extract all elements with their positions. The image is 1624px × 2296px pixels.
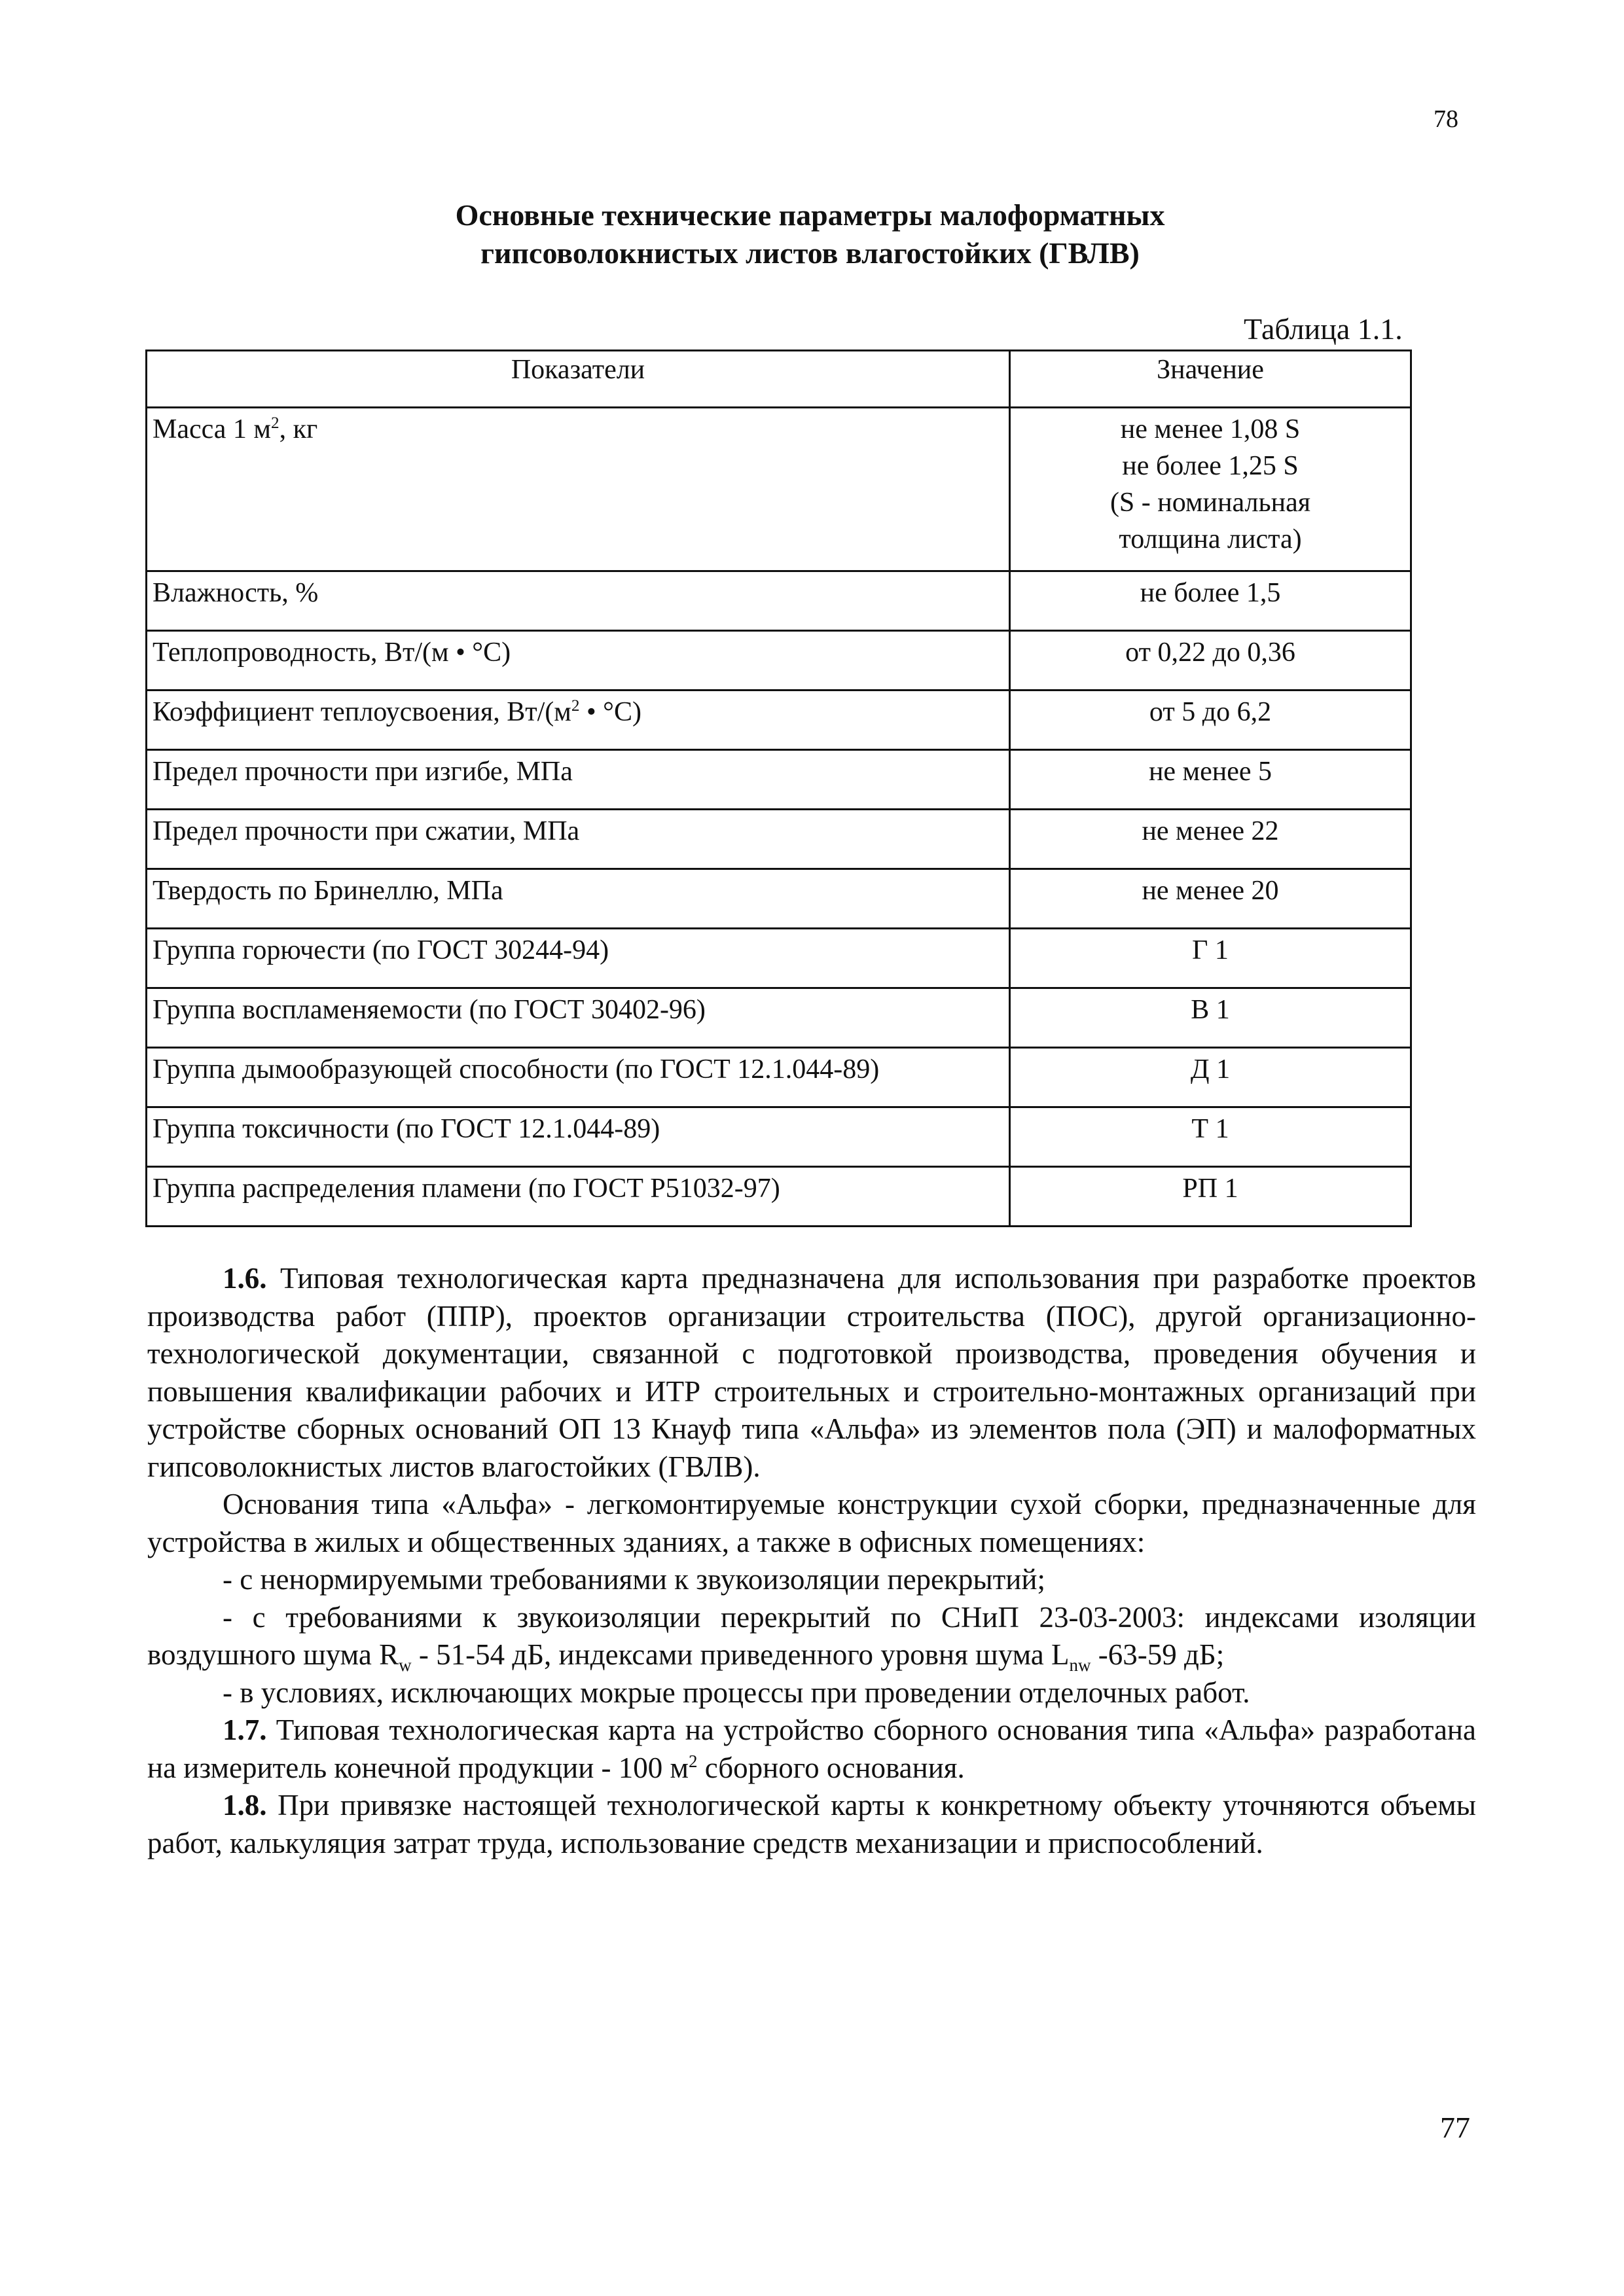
paragraph-1-7 xyxy=(147,1712,1476,1787)
table-row xyxy=(147,869,1411,929)
paragraph-text: Типовая технологическая карта предназначена для использования при разработке проектов производства работ (ППР), проектов организации строительства (ПОС), другой организационно-технологической документации, связанной с подготовкой производства, проведения обучения и повышения квалификации рабочих и ИТР строительных и строительно-монтажных организаций при устройстве сборных оснований ОП 13 Кнауф типа «Альфа» из элементов пола (ЭП) и малоформатных гипсоволокнистых листов влагостойких (ГВЛВ). xyxy=(147,1262,1476,1483)
paragraph-alpha-bases: Основания типа «Альфа» - легкомонтируемые конструкции сухой сборки, предназначенные для устройства в жилых и общественных зданиях, а также в офисных помещениях: xyxy=(147,1488,1476,1558)
indicator-cell xyxy=(147,691,1010,750)
indicator-cell: Группа воспламеняемости (по ГОСТ 30402-96) xyxy=(147,988,1010,1048)
paragraph-text-end: сборного основания. xyxy=(697,1751,965,1784)
list-item: - в условиях, исключающих мокрые процессы при проведении отделочных работ. xyxy=(223,1676,1250,1709)
indicator-cell: Группа распределения пламени (по ГОСТ Р51032-97) xyxy=(147,1167,1010,1227)
indicator-cell: Теплопроводность, Вт/(м • °С) xyxy=(147,631,1010,691)
indicator-text: Масса 1 м xyxy=(153,414,272,444)
value-cell: РП 1 xyxy=(1010,1167,1411,1227)
table-row xyxy=(147,750,1411,810)
value-cell: не менее 5 xyxy=(1010,750,1411,810)
title-line-2: гипсоволокнистых листов влагостойких (ГВЛВ) xyxy=(480,236,1140,270)
value-cell: Д 1 xyxy=(1010,1048,1411,1107)
indicator-cell: Предел прочности при сжатии, МПа xyxy=(147,810,1010,869)
value-cell: не менее 20 xyxy=(1010,869,1411,929)
value-line: не менее 1,08 S xyxy=(1120,414,1301,444)
page-title xyxy=(147,196,1473,272)
table-row xyxy=(147,810,1411,869)
indicator-cell xyxy=(147,408,1010,571)
paragraph-text: Типовая технологическая карта на устройство сборного основания типа «Альфа» разработана на измеритель конечной продукции - 100 м xyxy=(147,1713,1476,1784)
value-cell: от 5 до 6,2 xyxy=(1010,691,1411,750)
paragraph-1-6 xyxy=(147,1260,1476,1486)
superscript: 2 xyxy=(271,414,280,432)
table-row xyxy=(147,571,1411,631)
paragraph-1-8 xyxy=(147,1787,1476,1862)
parameters-table xyxy=(145,350,1412,1227)
header-indicators: Показатели xyxy=(147,351,1010,408)
value-cell: Т 1 xyxy=(1010,1107,1411,1167)
paragraph-number: 1.6. xyxy=(223,1262,267,1295)
indicator-cell: Влажность, % xyxy=(147,571,1010,631)
indicator-text-suffix: , кг xyxy=(279,414,318,444)
value-line: (S - номинальная xyxy=(1110,488,1311,518)
superscript: 2 xyxy=(571,697,580,715)
indicator-text-suffix: • °С) xyxy=(579,697,641,727)
table-caption: Таблица 1.1. xyxy=(1244,312,1403,346)
value-cell: не более 1,5 xyxy=(1010,571,1411,631)
value-cell xyxy=(1010,408,1411,571)
page-number-bottom: 77 xyxy=(1440,2111,1470,2144)
list-item-text-mid: - 51-54 дБ, индексами приведенного уровня шума L xyxy=(411,1638,1070,1671)
value-line: не более 1,25 S xyxy=(1122,451,1299,481)
body-text xyxy=(147,1260,1476,1862)
indicator-cell: Предел прочности при изгибе, МПа xyxy=(147,750,1010,810)
superscript: 2 xyxy=(689,1751,698,1771)
indicator-cell: Группа дымообразующей способности (по ГОСТ 12.1.044-89) xyxy=(147,1048,1010,1107)
indicator-text: Коэффициент теплоусвоения, Вт/(м xyxy=(153,697,571,727)
table-header-row xyxy=(147,351,1411,408)
table-row xyxy=(147,691,1411,750)
value-cell: не менее 22 xyxy=(1010,810,1411,869)
indicator-cell: Твердость по Бринеллю, МПа xyxy=(147,869,1010,929)
indicator-cell: Группа токсичности (по ГОСТ 12.1.044-89) xyxy=(147,1107,1010,1167)
table-row xyxy=(147,408,1411,571)
table-row xyxy=(147,929,1411,988)
list-item xyxy=(147,1599,1476,1674)
table-row xyxy=(147,631,1411,691)
value-cell: В 1 xyxy=(1010,988,1411,1048)
subscript: nw xyxy=(1069,1655,1091,1675)
list-item-text-end: -63-59 дБ; xyxy=(1091,1638,1225,1671)
value-cell: Г 1 xyxy=(1010,929,1411,988)
paragraph-number: 1.7. xyxy=(223,1713,267,1746)
table-row xyxy=(147,988,1411,1048)
title-line-1: Основные технические параметры малоформатных xyxy=(455,198,1165,232)
list-item: - с ненормируемыми требованиями к звукоизоляции перекрытий; xyxy=(223,1563,1045,1596)
list-item-text: - с требованиями к звукоизоляции перекрытий по СНиП 23-03-2003: индексами изоляции воздушного шума R xyxy=(147,1600,1476,1671)
value-line: толщина листа) xyxy=(1119,524,1302,554)
table-row xyxy=(147,1167,1411,1227)
value-cell: от 0,22 до 0,36 xyxy=(1010,631,1411,691)
table-row xyxy=(147,1107,1411,1167)
indicator-cell: Группа горючести (по ГОСТ 30244-94) xyxy=(147,929,1010,988)
subscript: w xyxy=(399,1655,412,1675)
paragraph-text: При привязке настоящей технологической карты к конкретному объекту уточняются объемы работ, калькуляция затрат труда, использование средств механизации и приспособлений. xyxy=(147,1789,1476,1859)
table-row xyxy=(147,1048,1411,1107)
page-number-top: 78 xyxy=(1434,105,1458,133)
paragraph-number: 1.8. xyxy=(223,1789,267,1821)
header-value: Значение xyxy=(1010,351,1411,408)
